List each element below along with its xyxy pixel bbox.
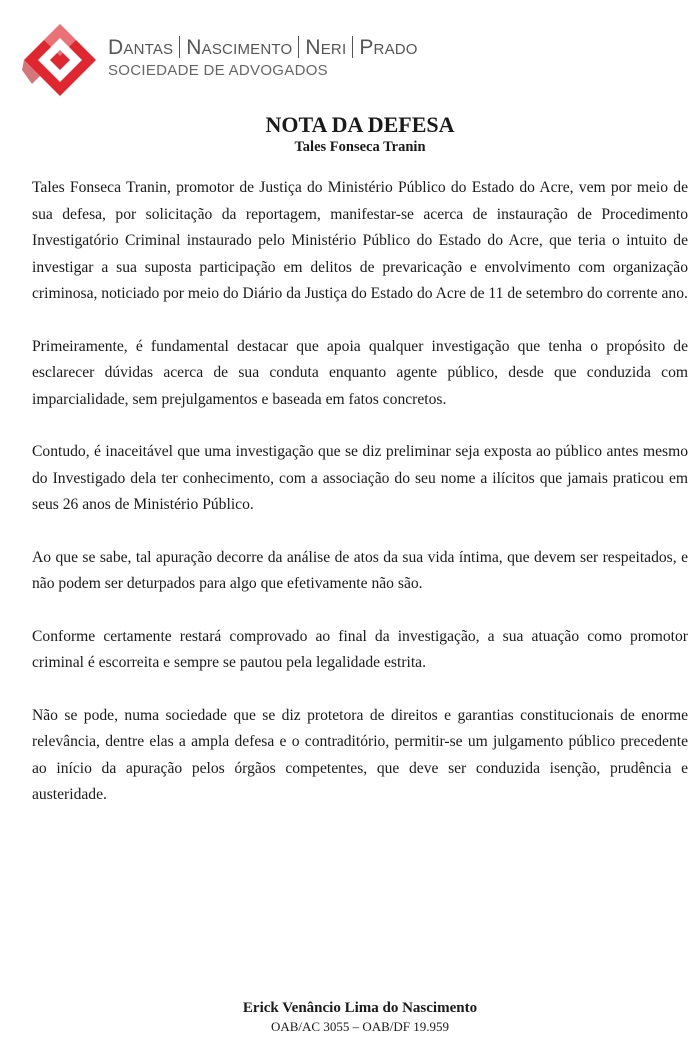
paragraph: Tales Fonseca Tranin, promotor de Justiça do Ministério Público do Estado do Acre, vem por meio de sua defesa, por solicitação da reportagem, manifestar-se acerca de instauração de Procedimento Investigatório Criminal instaurado pelo Ministério Público do Estado do Acre, que teria o intuito de investigar a sua suposta participação em delitos de prevaricação e envolvimento com organização criminosa, noticiado por meio do Diário da Justiça do Estado do Acre de 11 de setembro do corrente ano.: [32, 179, 688, 302]
paragraph: Ao que se sabe, tal apuração decorre da análise de atos da sua vida íntima, que devem ser respeitados, e não podem ser deturpados para algo que efetivamente não são.: [32, 548, 688, 592]
law-firm-logo-icon: [22, 22, 98, 98]
signatory-oab: OAB/AC 3055 – OAB/DF 19.959: [270, 1019, 450, 1034]
paragraph: Conforme certamente restará comprovado ao final da investigação, a sua atuação como promotor criminal é escorreita e sempre se pautou pela legalidade estrita.: [32, 627, 688, 671]
partner-name: Dantas: [108, 36, 174, 59]
signatory-name: Erick Venâncio Lima do Nascimento: [242, 1000, 478, 1016]
paragraph: Contudo, é inaceitável que uma investigação que se diz preliminar seja exposta ao público antes mesmo do Investigado dela ter conhecimento, com a associação do seu nome a ilícitos que jamais praticou em seus 26 anos de Ministério Público.: [32, 443, 688, 513]
paragraph: Não se pode, numa sociedade que se diz protetora de direitos e garantias constitucionais de enorme relevância, dentre elas a ampla defesa e o contraditório, permitir-se um julgamento público precedente ao início da apuração pelos órgãos competentes, que deve ser conduzida isenção, prudência e austeridade.: [32, 706, 688, 803]
paragraph: Primeiramente, é fundamental destacar que apoia qualquer investigação que tenha o propósito de esclarecer dúvidas acerca de sua conduta enquanto agente público, desde que conduzida com imparcialidade, sem prejulgamentos e baseada em fatos concretos.: [32, 337, 688, 408]
document-body: [32, 175, 688, 835]
separator: [298, 36, 299, 58]
letterhead: [22, 22, 482, 92]
partner-name: Prado: [359, 36, 418, 59]
separator: [179, 36, 180, 58]
partner-name: Nascimento: [186, 36, 293, 59]
separator: [352, 36, 353, 58]
partner-name: Neri: [305, 36, 347, 59]
firm-name: [108, 36, 418, 79]
document-subject: Tales Fonseca Tranin: [294, 139, 426, 155]
partner-names: [108, 36, 418, 60]
firm-subtitle: SOCIEDADE DE ADVOGADOS: [108, 62, 328, 79]
document-title: NOTA DA DEFESA: [265, 112, 455, 137]
signature-block: [0, 1000, 700, 1035]
